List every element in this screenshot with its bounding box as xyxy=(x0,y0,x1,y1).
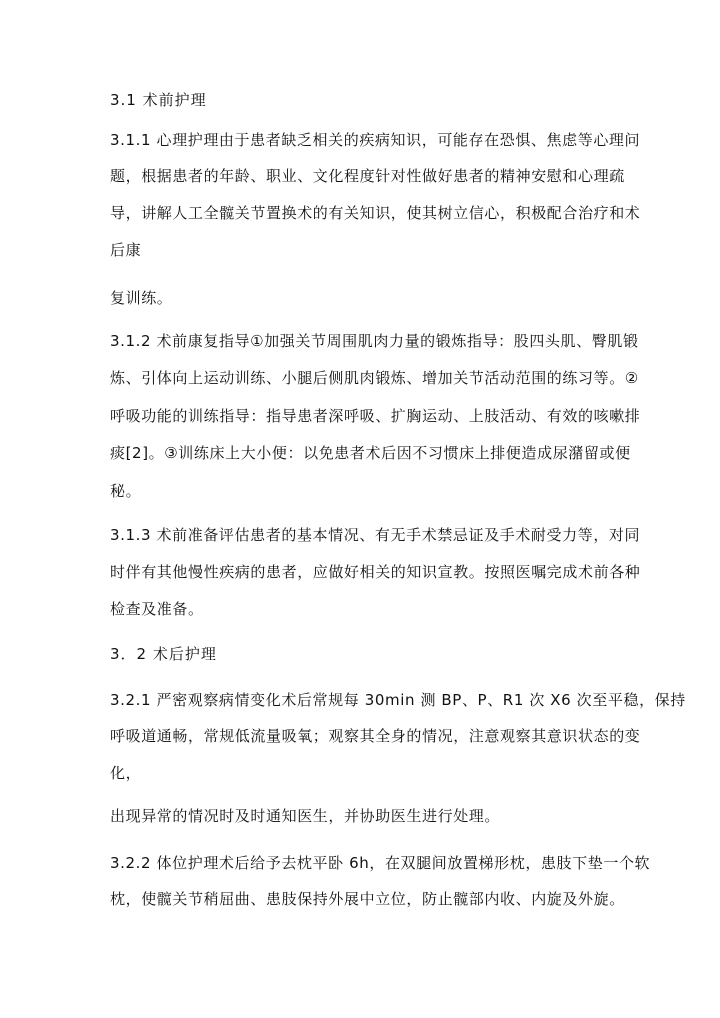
paragraph-line: 后康 xyxy=(110,241,142,259)
paragraph-line: 题，根据患者的年龄、职业、文化程度针对性做好患者的精神安慰和心理疏 xyxy=(110,167,625,185)
paragraph-line: 呼吸功能的训练指导：指导患者深呼吸、扩胸运动、上肢活动、有效的咳嗽排 xyxy=(110,407,641,425)
paragraph-line: 3.1.1 心理护理由于患者缺乏相关的疾病知识，可能存在恐惧、焦虑等心理问 xyxy=(110,131,641,149)
paragraph-line: 导，讲解人工全髋关节置换术的有关知识，使其树立信心，积极配合治疗和术 xyxy=(110,204,641,222)
section-heading-3-2: 3．2 术后护理 xyxy=(110,645,217,663)
paragraph-line: 秘。 xyxy=(110,482,142,500)
paragraph-line: 3.2.2 体位护理术后给予去枕平卧 6h，在双腿间放置梯形枕，患肢下垫一个软 xyxy=(110,854,651,872)
paragraph-line: 枕，使髋关节稍屈曲、患肢保持外展中立位，防止髋部内收、内旋及外旋。 xyxy=(110,890,625,908)
section-heading-3-1: 3.1 术前护理 xyxy=(110,91,207,109)
paragraph-line: 复训练。 xyxy=(110,289,173,307)
paragraph-line: 3.1.2 术前康复指导①加强关节周围肌肉力量的锻炼指导：股四头肌、臀肌锻 xyxy=(110,332,639,350)
paragraph-line: 炼、引体向上运动训练、小腿后侧肌肉锻炼、增加关节活动范围的练习等。② xyxy=(110,369,639,387)
paragraph-line: 呼吸道通畅，常规低流量吸氧；观察其全身的情况，注意观察其意识状态的变 xyxy=(110,727,641,745)
paragraph-line: 3.1.3 术前准备评估患者的基本情况、有无手术禁忌证及手术耐受力等，对同 xyxy=(110,526,641,544)
paragraph-line: 3.2.1 严密观察病情变化术后常规每 30min 测 BP、P、R1 次 X6 次至平稳，保持 xyxy=(110,691,686,709)
paragraph-line: 出现异常的情况时及时通知医生，并协助医生进行处理。 xyxy=(110,807,501,825)
paragraph-line: 时伴有其他慢性疾病的患者，应做好相关的知识宣教。按照医嘱完成术前各种 xyxy=(110,563,641,581)
paragraph-line: 化， xyxy=(110,764,142,782)
paragraph-line: 检查及准备。 xyxy=(110,600,204,618)
paragraph-line: 痰[2]。③训练床上大小便：以免患者术后因不习惯床上排便造成尿潴留或便 xyxy=(110,444,631,462)
